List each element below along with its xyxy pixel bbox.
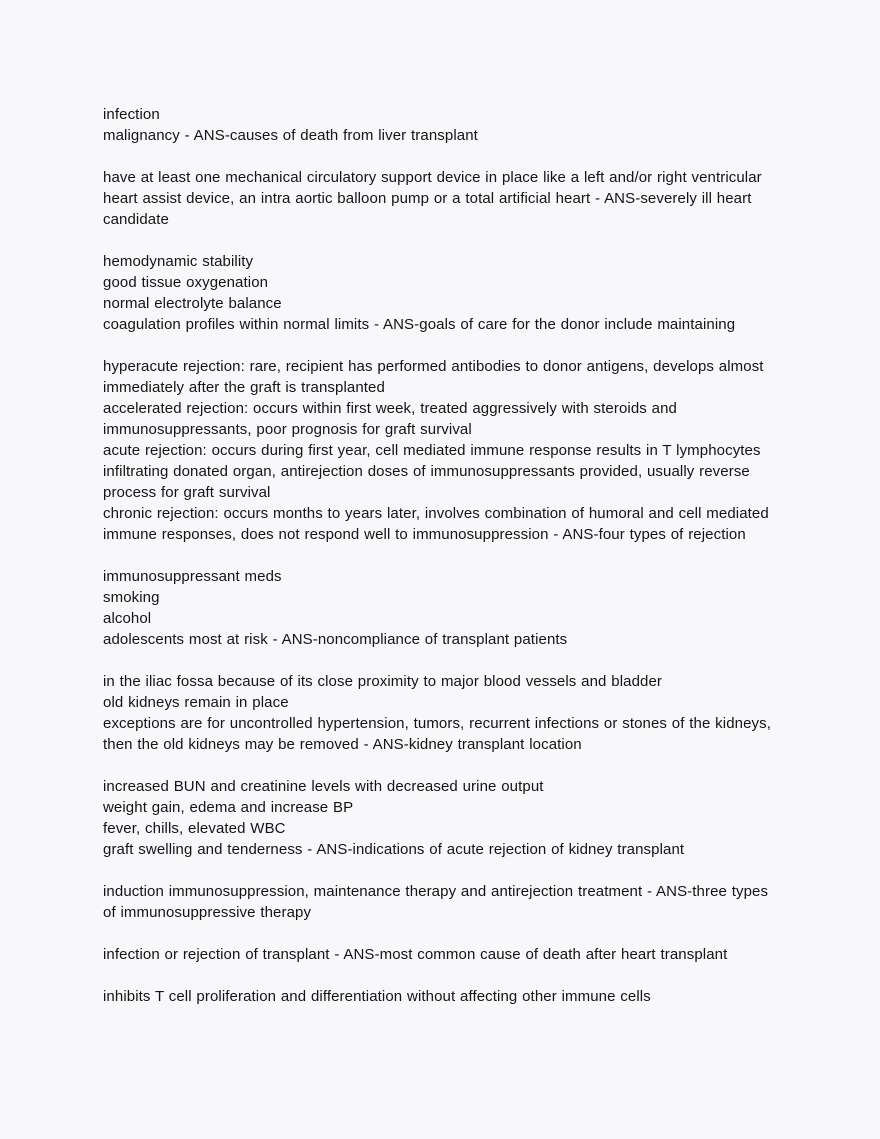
paragraph bbox=[103, 671, 776, 755]
text-line: exceptions are for uncontrolled hypertension, tumors, recurrent infections or stones of the kidneys, then the old kidneys may be removed - ANS-kidney transplant location bbox=[103, 715, 772, 753]
text-line: old kidneys remain in place bbox=[103, 694, 289, 711]
paragraph bbox=[103, 167, 776, 230]
text-line: alcohol bbox=[103, 610, 152, 627]
text-line: malignancy - ANS-causes of death from liver transplant bbox=[103, 127, 478, 144]
text-line: adolescents most at risk - ANS-noncompliance of transplant patients bbox=[103, 631, 568, 648]
text-line: infection bbox=[103, 106, 160, 123]
text-line: smoking bbox=[103, 589, 160, 606]
text-line: increased BUN and creatinine levels with decreased urine output bbox=[103, 778, 544, 795]
paragraph bbox=[103, 104, 776, 146]
text-line: fever, chills, elevated WBC bbox=[103, 820, 286, 837]
text-line: chronic rejection: occurs months to years later, involves combination of humoral and cell mediated immune responses, does not respond well to immunosuppression - ANS-four types of rejection bbox=[103, 505, 769, 543]
text-line: immunosuppressant meds bbox=[103, 568, 282, 585]
text-line: graft swelling and tenderness - ANS-indications of acute rejection of kidney transplant bbox=[103, 841, 685, 858]
text-line: normal electrolyte balance bbox=[103, 295, 282, 312]
text-line: inhibits T cell proliferation and differentiation without affecting other immune cells bbox=[103, 988, 651, 1005]
paragraph bbox=[103, 944, 776, 965]
paragraph bbox=[103, 776, 776, 860]
text-line: in the iliac fossa because of its close proximity to major blood vessels and bladder bbox=[103, 673, 663, 690]
text-line: acute rejection: occurs during first year, cell mediated immune response results in T lymphocytes infiltrating donated organ, antirejection doses of immunosuppressants provided, usually reverse process for graft survival bbox=[103, 442, 761, 501]
text-line: weight gain, edema and increase BP bbox=[103, 799, 354, 816]
text-line: infection or rejection of transplant - ANS-most common cause of death after heart transplant bbox=[103, 946, 728, 963]
paragraph bbox=[103, 881, 776, 923]
text-line: induction immunosuppression, maintenance therapy and antirejection treatment - ANS-three types of immunosuppressive therapy bbox=[103, 883, 769, 921]
paragraph bbox=[103, 986, 776, 1007]
text-line: hyperacute rejection: rare, recipient has performed antibodies to donor antigens, develops almost immediately after the graft is transplanted bbox=[103, 358, 764, 396]
text-line: hemodynamic stability bbox=[103, 253, 254, 270]
paragraph bbox=[103, 566, 776, 650]
paragraph bbox=[103, 356, 776, 545]
text-line: have at least one mechanical circulatory support device in place like a left and/or right ventricular heart assist device, an intra aortic balloon pump or a total artificial heart - ANS-severely ill heart candidate bbox=[103, 169, 762, 228]
paragraph bbox=[103, 251, 776, 335]
text-line: accelerated rejection: occurs within first week, treated aggressively with steroids and immunosuppressants, poor prognosis for graft survival bbox=[103, 400, 677, 438]
text-line: coagulation profiles within normal limits - ANS-goals of care for the donor include maintaining bbox=[103, 316, 736, 333]
text-line: good tissue oxygenation bbox=[103, 274, 269, 291]
